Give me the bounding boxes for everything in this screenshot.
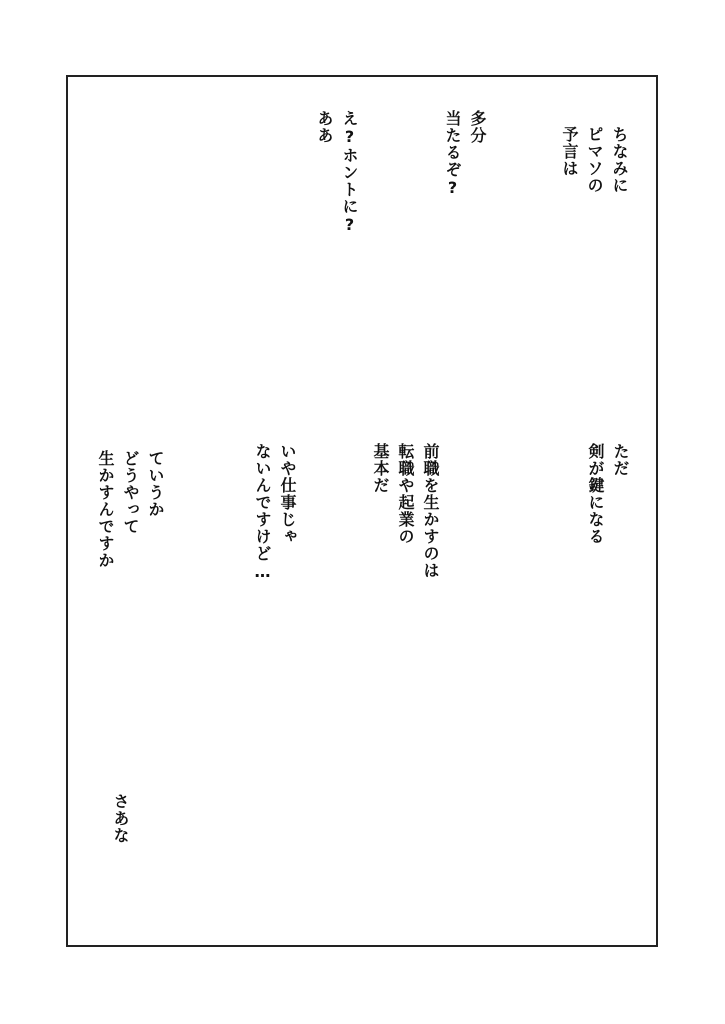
- dialogue-line: 剣が鍵になる: [586, 443, 605, 545]
- dialogue-line: ていうか: [146, 450, 165, 518]
- dialogue-bubble-8: [108, 793, 133, 844]
- dialogue-bubble-6: [250, 443, 300, 582]
- dialogue-line: ないんですけど…: [253, 443, 272, 582]
- dialogue-line: 転職や起業の: [396, 443, 415, 545]
- dialogue-line: いや仕事じゃ: [278, 443, 297, 545]
- dialogue-bubble-2: [440, 110, 490, 198]
- dialogue-line: 当たるぞ?: [443, 110, 462, 198]
- dialogue-line: え?ホントに?: [340, 110, 359, 235]
- dialogue-line: ピマソの: [585, 126, 604, 194]
- dialogue-bubble-3: [312, 110, 362, 235]
- dialogue-bubble-5: [368, 443, 443, 579]
- dialogue-line: ああ: [315, 110, 334, 144]
- dialogue-line: 前職を生かすのは: [421, 443, 440, 579]
- dialogue-line: 基本だ: [371, 443, 390, 494]
- dialogue-line: 多分: [468, 110, 487, 144]
- dialogue-bubble-4: [583, 443, 633, 545]
- dialogue-line: 生かすんですか: [96, 450, 115, 569]
- dialogue-line: どうやって: [121, 450, 140, 535]
- dialogue-bubble-1: [557, 126, 632, 194]
- dialogue-line: 予言は: [560, 126, 579, 177]
- dialogue-bubble-7: [93, 450, 168, 569]
- dialogue-line: ちなみに: [610, 126, 629, 194]
- dialogue-line: ただ: [611, 443, 630, 477]
- dialogue-line: さあな: [111, 793, 130, 844]
